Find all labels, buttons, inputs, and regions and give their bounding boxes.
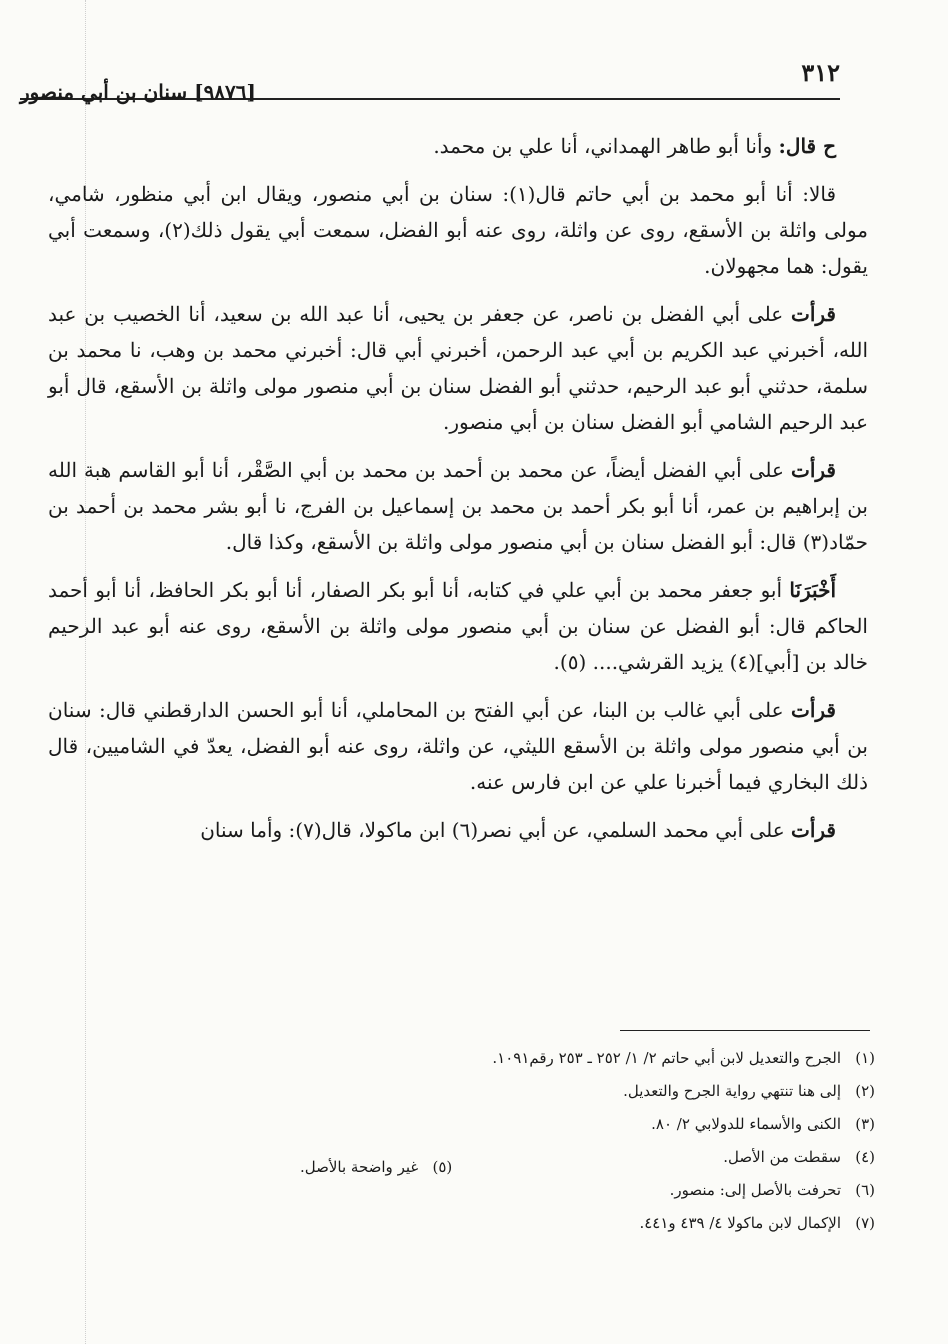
footnote (420, 1108, 875, 1141)
footnote-number: (٢) (855, 1082, 875, 1100)
footnote (420, 1141, 875, 1174)
footnote (420, 1174, 875, 1207)
footnote (420, 1042, 875, 1075)
paragraph (48, 176, 868, 284)
page-header (20, 58, 840, 104)
footnote-text: الكنى والأسماء للدولابي ٢/ ٨٠. (651, 1115, 841, 1133)
paragraph (48, 452, 868, 560)
paragraph-text: قالا: أنا أبو محمد بن أبي حاتم قال(١): سنان بن أبي منصور، ويقال ابن أبي منظور، شامي، مولى واثلة بن الأسقع، روى عن واثلة، روى عنه أبو الفضل، سمعت أبي يقول ذلك(٢)، وسمعت أبي يقول: هما مجهولان. (48, 182, 869, 278)
paragraph-lead: قرأت (791, 698, 836, 722)
paragraph (48, 296, 868, 440)
footnote-number: (٥) (432, 1158, 453, 1176)
paragraph-lead: ح قال: (778, 134, 836, 158)
page-number: ٣١٢ (801, 58, 840, 87)
footnote-number: (٦) (855, 1181, 875, 1199)
footnote-number: (٧) (855, 1214, 875, 1232)
paragraph-text: وأنا أبو طاهر الهمداني، أنا علي بن محمد. (433, 134, 779, 158)
paragraph-text: على أبي الفضل بن ناصر، عن جعفر بن يحيى، أنا عبد الله بن سعيد، أنا الخصيب بن عبد الله، أخبرني عبد الكريم بن أبي عبد الرحمن، أخبرني أبي قال: أخبرني محمد بن وهب، نا محمد بن سلمة، حدثني أبو عبد الرحيم، حدثني أبو الفضل سنان بن أبي منصور مولى واثلة بن الأسقع، قال أبو عبد الرحيم الشامي أبو الفضل سنان بن أبي منصور. (48, 302, 868, 434)
paragraph-text: على أبي غالب بن البنا، عن أبي الفتح بن المحاملي، أنا أبو الحسن الدارقطني قال: سنان بن أبي منصور مولى واثلة بن الأسقع الليثي، عن واثلة، روى عنه أبو الفضل، يعدّ في الشاميين، قال ذلك البخاري فيما أخبرنا علي عن ابن فارس عنه. (48, 698, 868, 794)
paragraph (48, 128, 868, 164)
paragraph-lead: قرأت (791, 818, 836, 842)
footnote-text: تحرفت بالأصل إلى: منصور. (669, 1181, 841, 1199)
paragraph-lead: قرأت (791, 458, 836, 482)
footnote-side (300, 1158, 452, 1176)
paragraph-lead: أَخْبَرَنَا (789, 578, 836, 602)
paragraph-text: على أبي محمد السلمي، عن أبي نصر(٦) ابن ماكولا، قال(٧): وأما سنان (200, 818, 792, 842)
paragraph-text: أبو جعفر محمد بن أبي علي في كتابه، أنا أبو بكر الصفار، أنا أبو بكر الحافظ، أنا أبو أحمد الحاكم قال: أبو الفضل عن سنان بن أبي منصور مولى واثلة بن الأسقع، روى عنه أبو عبد الرحيم خالد بن [أبي](٤) يزيد القرشي.... (٥). (48, 578, 868, 674)
paragraph (48, 572, 868, 680)
running-title: [٩٨٧٦] سنان بن أبي منصور (20, 80, 256, 104)
paragraph (48, 812, 868, 848)
footnote-text: إلى هنا تنتهي رواية الجرح والتعديل. (623, 1082, 841, 1100)
main-text (48, 128, 868, 860)
footnote-divider (620, 1030, 870, 1031)
paragraph-lead: قرأت (791, 302, 836, 326)
footnotes (420, 1042, 875, 1240)
footnote-text: الجرح والتعديل لابن أبي حاتم ٢/ ١/ ٢٥٢ ـ ٢٥٣ رقم١٠٩١. (492, 1049, 841, 1067)
footnote-text: سقطت من الأصل. (723, 1148, 841, 1166)
footnote-number: (٣) (855, 1115, 875, 1133)
footnote (420, 1207, 875, 1240)
paragraph-text: على أبي الفضل أيضاً، عن محمد بن أحمد بن محمد بن أبي الصَّقْر، أنا أبو القاسم هبة الله بن إبراهيم بن عمر، أنا أبو بكر أحمد بن محمد بن إسماعيل بن الفرج، نا أبو بشر محمد بن أحمد بن حمّاد(٣) قال: أبو الفضل سنان بن أبي منصور مولى واثلة بن الأسقع، وكذا قال. (48, 458, 868, 554)
footnote-number: (٤) (855, 1148, 875, 1166)
footnote-number: (١) (855, 1049, 875, 1067)
footnote-text: الإكمال لابن ماكولا ٤/ ٤٣٩ و٤٤١. (639, 1214, 841, 1232)
footnote (420, 1075, 875, 1108)
paragraph (48, 692, 868, 800)
footnote-text: غير واضحة بالأصل. (300, 1158, 419, 1176)
